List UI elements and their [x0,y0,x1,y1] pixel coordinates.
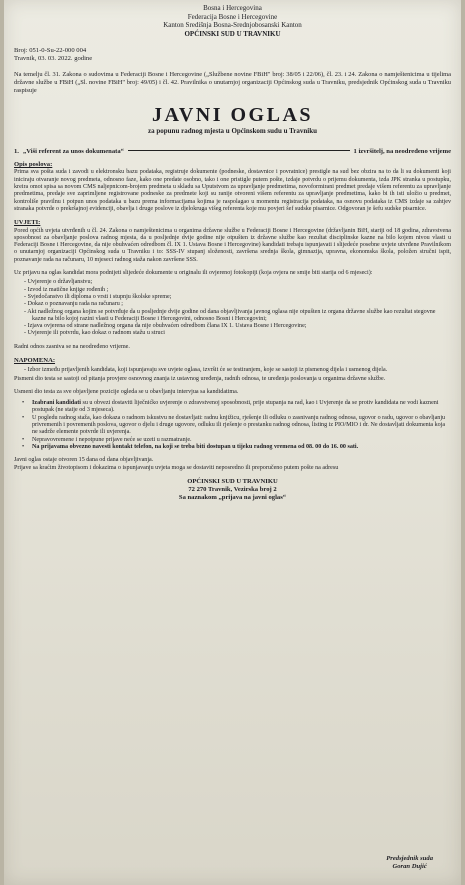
header-line: Federacija Bosne i Hercegovine [187,12,278,21]
closing-line: Prijave sa kraćim životopisom i dokazima o ispunjavanju uvjeta moga se dostaviti neposredno ili preporučeno putem pošte na adresu [14,464,339,471]
list-item: - Uvjerenje ili potvrdu, kao dokaz o radnom stažu u struci [14,330,451,337]
documents-list [14,279,451,337]
documents-intro: Uz prijavu na oglas kandidat mora podnijeti slijedeće dokumente u originalu ili ovjerenoj fotokopiji (koja ovjera ne smije biti starija od 6 mjeseci): [14,270,373,277]
requirements [14,219,451,264]
employment-type: Radni odnos zasniva se na neodređeno vrijeme. [14,343,130,350]
list-item: - Uvjerenje o državljanstvu; [14,279,451,286]
list-item: - Svjedočanstvo ili diploma o vrsti i stupnju školske spreme; [14,294,451,301]
list-item: • Nepravovremene i nepotpune prijave neće se uzeti u razmatranje. [14,437,451,444]
job-description-text: Prima sva pošta suda i zavodi u elektronsku bazu podataka, registruje dokumente (podneske, dostavnice i povratnice) prestiglе na sud bez obzira na to da li su dokumenti koji iniciraju otvaranje novog predmeta, odnosno faze, kako one predate osobno, tako i one pristigle putem pošte, izdaje potvrdu o prijemu dokumenta, izda JPK stranka u postupku, kreira omot spisa sa novom CMS naljepnicom-brojem predmeta u skladu sa Uputstvom za upravljanje predmetima, novoformirani predmet predaje višem referentu za upravljanje predmetima, predaje sve zaprimljene registrovane podneske za predmete koji su ranije otvoreni višem referentu za upravljanje predmetima, kako bi ih isti uložio u predmet, kontroliše pravilnu i potpun unos podataka u bazu prema informacijama kojima je raspolagao u momentu registracija podataka, na osnovu podataka iz CMS izdaje sa zahtjev stranaka potvrde o prekršajnoj evidenciji, obavlja i druge poslove iz djelokruga višeg referenta koje mu povjeri šef sudske pisarnice. Odgovoran je šefu sudske pisarnice. [14,169,451,212]
list-item: - Izvod iz matične knjige rođenih ; [14,287,451,294]
address-name: OPĆINSKI SUD U TRAVNIKU [187,477,278,485]
fill-line [128,150,350,151]
note-block [14,357,451,365]
newspaper-notice [4,0,461,885]
header-line: Kanton Središnja Bosna-Srednjobosanski Kanton [163,21,302,30]
position-count: 1 izvršitelj, na neodređeno vrijeme [353,148,451,156]
list-item: • Izabrani kandidati su u obvezi dostaviti liječnićko uvjerenje o zdravstvenoj sposobnosti, prije stupanja na rad, kao i Uvjerenje da se protiv kandidata ne vodi kazneni postupak (ne staije od 3 mjeseca). [14,400,451,415]
closing-block [14,457,451,472]
notice-subtitle: za popunu radnog mjesta u Općinskom sudu u Travniku [148,127,317,136]
list-item: - Izjava ovjerena od strane nadležnog organa da nije obuhvaćen odredbom člana IX 1. Ustava Bosne i Hercegovine; [14,323,451,330]
list-item: • Na prijavama obvezno navesti kontakt telefon, na koji se treba biti dostupan u tijeku radnog vremena od 08. 00 do 16. 00 sati. [14,444,451,451]
signature-name: Goran Dujić [392,863,427,870]
note-text: Pismeni dio testa se sastoji od pitanja provjere osnovnog znanja iz ustavnog uređenja, radnih odnosa, te uređenja poslovanja u organima državne službe. [14,375,386,382]
notice-title: JAVNI OGLAS [151,104,314,127]
final-list [14,400,451,451]
signature-block [386,855,433,871]
position-name: „Viši referent za unos dokumenata“ [22,148,124,156]
requirements-label: UVJETI: [14,219,41,227]
requirements-text: Pored općih uvjeta utvrđenih u čl. 24. Zakona o namještenicima u organima državne službe u Federaciji Bosne i Hercegovine (državljanin BiH, stariji od 18 godina, zdravstvena sposobnost za obavljanje poslova radnog mjesta, da u posljednje dvije godine nije otpušten iz državne službe kao rezultat disciplinske kazne na bilo kojem nivou vlasti u Federaciji Bosne i Hercegovine, da nije obuhvaćen odredbom čl. IX 1. Ustava Bosne i Hercegovine) kandidati trebaju ispunjavati i slijedeće posebne uvjete utvrđene Pravilnikom o unutarnjoj organizaciji Općinskog suda u Travniku i to: SSS-IV stupanj složenosti, završena srednja škola, gimnazija, upravna, ekonomska škola, položen stručni ispit, poznavanje rada na računaru, 10 mjeseci radnog staža nakon završene SSS. [14,227,451,263]
place-date: Travnik, 03. 03. 2022. godine [14,55,93,63]
job-description [14,161,451,213]
list-item: - Akt nadležnog organa kojim se potvrđuje da u posljednje dvije godine od dana objavljivanja javnog oglasa nije otpušten iz organa državne službe kao rezultat stegovne kazne na bilo kojoj razini vlasti u Federaciji Bosne i Hercegovini, odnosno Bosni i Hercegovini; [14,309,451,324]
header-block [14,4,451,38]
note-label: NAPOMENA: [14,356,56,364]
address-note: Sa naznakom „prijava na javni oglas“ [178,493,287,501]
address-street: 72 270 Travnik, Vezirska broj 2 [188,485,277,493]
signature-role: Predsjednik suda [386,855,433,862]
job-description-label: Opis poslova: [14,161,53,169]
note-list [14,367,451,374]
list-item: - Izbor između prijavljenih kandidata, koji ispunjavaju sve uvjete oglasa, izvršit će se testiranjem, koje se sastoji iz pismenog dijela i usmenog dijela. [14,367,451,374]
position-line: 1. „Viši referent za unos dokumenata“ 1 izvršitelj, na neodređeno vrijeme [14,148,451,156]
address-block [14,478,451,502]
oral-test: Usmeni dio testa za sve objavljene pozicije ogleda se u obavljanju intervjua sa kandidatima. [14,388,239,395]
reference-block [14,47,451,63]
header-line: Bosna i Hercegovina [203,4,262,12]
list-item: • U pogledu radnog staža, kao dokaza o radnom iskustvu ne dostavljati: radnu knjižicu, rješenje ili odluku o zasnivanju radnog odnosa, ugovor o radu, ugovor o obavljanju privremenih i povremenih poslova, ugovor o djelu i druge ugovore, odluku ili rješenje o prestanku radnog odnosa, listing iz PIO/MIO i dr. Ne dostavljati dokumenta koja ne sadrže elemente potvrde ili uvjerenja. [14,415,451,437]
court-name: OPĆINSKI SUD U TRAVNIKU [184,29,281,38]
legal-basis: Na temelju čl. 31. Zakona o sudovima u Federaciji Bosne i Hercegovine („Službene novine FBiH" broj: 38/05 i 22/06), čl. 23. i 24. Zakona o namještenicima u tijelima državne službe u FBiH („Sl. novine FBiH" broj: 49/05) i čl. 42. Pravilnika o unutarnjoj organizaciji Općinskog suda u Travniku, predsjednik Općinskog suda u Travniku raspisuje [14,71,451,94]
closing-line: Javni oglas ostaje otvoren 15 dana od dana objavljivanja. [14,457,154,464]
list-item: - Dokaz o poznavanju rada na računaru ; [14,301,451,308]
reference-number: Broj: 051-0-Su-22-000 004 [14,47,87,55]
